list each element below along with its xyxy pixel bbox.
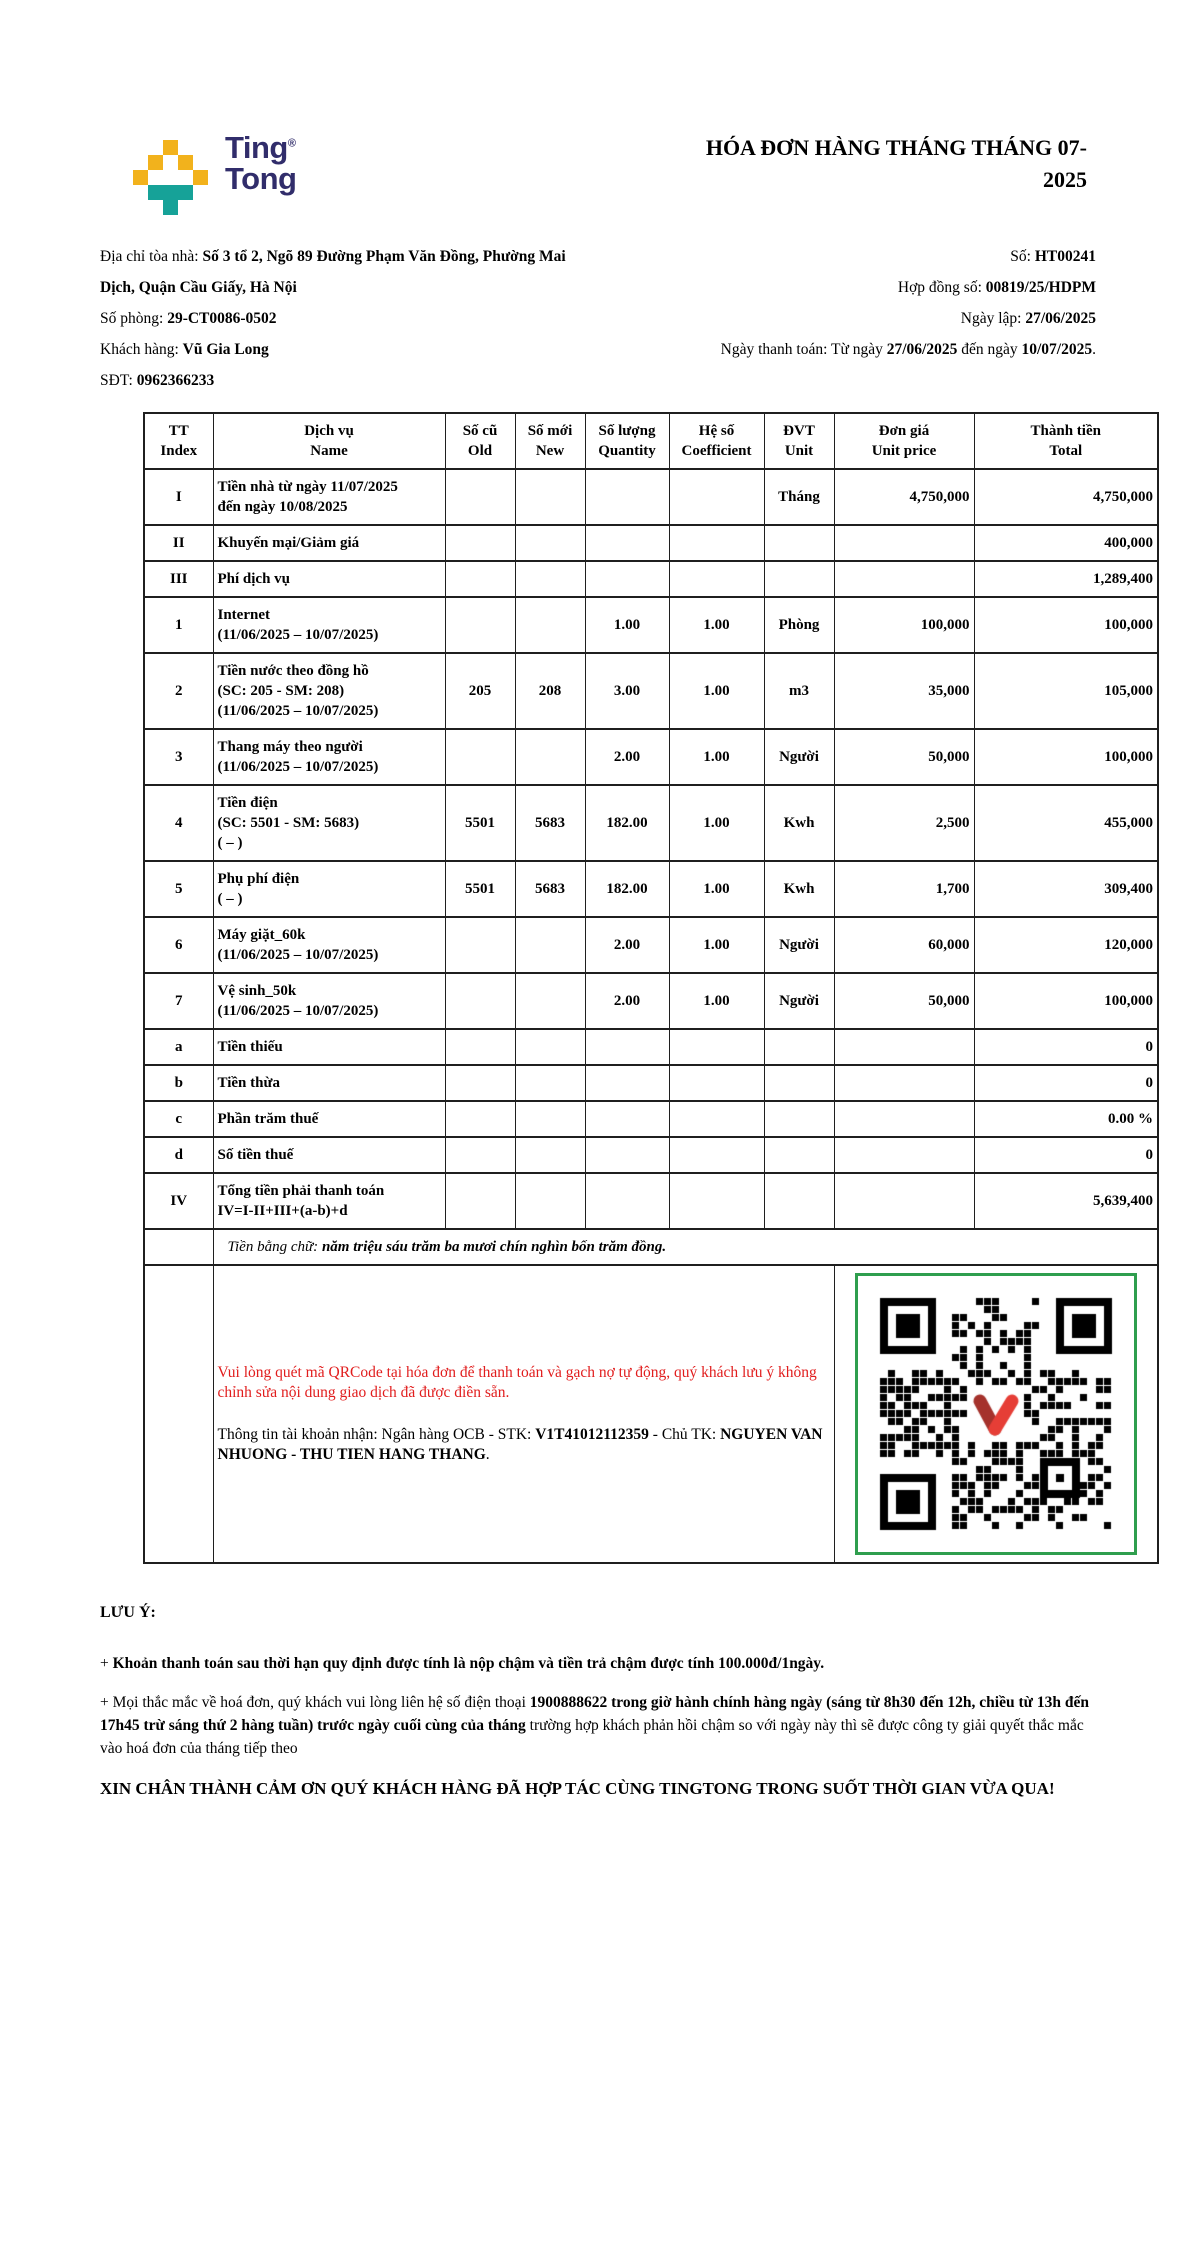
cell-old	[445, 729, 515, 785]
cell-name: Tiền nước theo đồng hồ (SC: 205 - SM: 208) (11/06/2025 – 10/07/2025)	[213, 653, 445, 729]
table-row	[144, 469, 1158, 525]
cell-old	[445, 973, 515, 1029]
cell-qty: 182.00	[585, 861, 669, 917]
col-header-quantity: Số lượng Quantity	[585, 413, 669, 469]
cell-qty: 2.00	[585, 973, 669, 1029]
col-header-new: Số mới New	[515, 413, 585, 469]
hotline-note	[100, 1691, 1100, 1760]
cell-price	[834, 1065, 974, 1101]
issue-date	[570, 303, 1096, 334]
cell-total: 5,639,400	[974, 1173, 1158, 1229]
cell-unit	[764, 1065, 834, 1101]
table-row	[144, 729, 1158, 785]
cell-unit	[764, 1173, 834, 1229]
text-segment: Khách hàng:	[100, 341, 183, 358]
cell-name: Tiền thừa	[213, 1065, 445, 1101]
cell-coef: 1.00	[669, 653, 764, 729]
cell-new	[515, 1029, 585, 1065]
cell-total: 1,289,400	[974, 561, 1158, 597]
cell-tt: c	[144, 1101, 213, 1137]
cell-tt: IV	[144, 1173, 213, 1229]
col-header-old: Số cũ Old	[445, 413, 515, 469]
table-row	[144, 917, 1158, 973]
tingtong-logo	[133, 132, 296, 215]
cell-name: Phí dịch vụ	[213, 561, 445, 597]
cell-total: 455,000	[974, 785, 1158, 861]
cell-name: Thang máy theo người (11/06/2025 – 10/07/2025)	[213, 729, 445, 785]
page-header	[0, 0, 1200, 215]
text-segment: - Chủ TK:	[648, 1426, 721, 1443]
cell-unit: Người	[764, 729, 834, 785]
cell-tt: II	[144, 525, 213, 561]
cell-new	[515, 917, 585, 973]
cell-unit: Phòng	[764, 597, 834, 653]
table-row	[144, 597, 1158, 653]
col-header-total: Thành tiền Total	[974, 413, 1158, 469]
cell-qty: 2.00	[585, 729, 669, 785]
customer-name	[100, 334, 570, 365]
cell-new	[515, 525, 585, 561]
cell-unit: Người	[764, 973, 834, 1029]
cell-tt: 7	[144, 973, 213, 1029]
text-segment: 0962366233	[136, 372, 215, 389]
qr-code-frame	[855, 1273, 1137, 1555]
cell-unit: m3	[764, 653, 834, 729]
cell-new	[515, 469, 585, 525]
notes-heading: LƯU Ý:	[100, 1604, 156, 1621]
cell-coef	[669, 469, 764, 525]
cell-new	[515, 597, 585, 653]
table-header-row	[144, 413, 1158, 469]
table-row	[144, 1029, 1158, 1065]
amount-in-words-row	[144, 1229, 1158, 1265]
cell-unit: Người	[764, 917, 834, 973]
cell-price: 4,750,000	[834, 469, 974, 525]
cell-qty	[585, 469, 669, 525]
cell-name: Vệ sinh_50k (11/06/2025 – 10/07/2025)	[213, 973, 445, 1029]
cell-empty	[144, 1229, 213, 1265]
cell-tt: I	[144, 469, 213, 525]
qr-instructions	[213, 1265, 834, 1563]
table-row	[144, 861, 1158, 917]
cell-price: 2,500	[834, 785, 974, 861]
cell-price: 50,000	[834, 973, 974, 1029]
amount-in-words	[213, 1229, 1158, 1265]
table-row	[144, 561, 1158, 597]
cell-new	[515, 1137, 585, 1173]
cell-new: 5683	[515, 785, 585, 861]
cell-coef: 1.00	[669, 917, 764, 973]
text-segment: +	[100, 1655, 113, 1672]
table-row	[144, 973, 1158, 1029]
cell-unit	[764, 561, 834, 597]
invoice-info-right	[570, 241, 1096, 396]
cell-total: 0	[974, 1029, 1158, 1065]
cell-coef	[669, 525, 764, 561]
cell-name: Khuyến mại/Giảm giá	[213, 525, 445, 561]
table-row	[144, 525, 1158, 561]
late-payment-note	[100, 1652, 1100, 1675]
cell-qty	[585, 561, 669, 597]
cell-coef: 1.00	[669, 973, 764, 1029]
cell-total: 105,000	[974, 653, 1158, 729]
cell-price: 60,000	[834, 917, 974, 973]
cell-unit	[764, 1029, 834, 1065]
cell-new	[515, 561, 585, 597]
text-segment: V1T41012112359	[535, 1426, 649, 1443]
cell-total: 100,000	[974, 597, 1158, 653]
table-row	[144, 1101, 1158, 1137]
cell-coef: 1.00	[669, 597, 764, 653]
text-segment: 27/06/2025	[1025, 310, 1096, 327]
cell-total: 100,000	[974, 729, 1158, 785]
text-segment: đến ngày	[957, 341, 1022, 358]
cell-total: 120,000	[974, 917, 1158, 973]
col-header-unit: ĐVT Unit	[764, 413, 834, 469]
payment-period	[570, 334, 1096, 365]
cell-price	[834, 561, 974, 597]
customer-phone	[100, 365, 570, 396]
qr-row	[144, 1265, 1158, 1563]
cell-tt: 2	[144, 653, 213, 729]
text-segment: NGUYEN VAN NHUONG - THU TIEN HANG THANG	[217, 1426, 823, 1463]
text-segment: Hợp đồng số:	[897, 279, 986, 296]
cell-new: 208	[515, 653, 585, 729]
text-segment: Khoản thanh toán sau thời hạn quy định được tính là nộp chậm và tiền trả chậm được tính 100.000đ/1ngày.	[112, 1655, 825, 1672]
building-address	[100, 241, 570, 303]
cell-unit: Kwh	[764, 861, 834, 917]
cell-unit: Kwh	[764, 785, 834, 861]
cell-tt: 6	[144, 917, 213, 973]
table-row	[144, 785, 1158, 861]
cell-new	[515, 973, 585, 1029]
cell-tt: b	[144, 1065, 213, 1101]
table-row	[144, 1137, 1158, 1173]
text-segment: Ngày thanh toán: Từ ngày	[720, 341, 887, 358]
cell-qty	[585, 525, 669, 561]
cell-qty: 1.00	[585, 597, 669, 653]
cell-new	[515, 1101, 585, 1137]
cell-old	[445, 1065, 515, 1101]
cell-total: 4,750,000	[974, 469, 1158, 525]
thank-you-message: XIN CHÂN THÀNH CẢM ƠN QUÝ KHÁCH HÀNG ĐÃ HỢP TÁC CÙNG TINGTONG TRONG SUỐT THỜI GIAN VỪA QUA!	[100, 1779, 1055, 1798]
cell-old	[445, 917, 515, 973]
qr-warning-text: Vui lòng quét mã QRCode tại hóa đơn để thanh toán và gạch nợ tự động, quý khách lưu ý không chỉnh sửa nội dung giao dịch đã được điền sẵn.	[217, 1364, 817, 1401]
cell-coef: 1.00	[669, 861, 764, 917]
cell-name: Số tiền thuế	[213, 1137, 445, 1173]
bank-account-info	[218, 1425, 830, 1465]
text-segment: 1900888622 trong giờ hành chính hàng ngày (sáng từ 8h30 đến 12h, chiều từ 13h đến 17h45 trừ sáng thứ 2 hàng tuần)	[100, 1694, 1089, 1734]
cell-unit	[764, 1101, 834, 1137]
cell-name: Phần trăm thuế	[213, 1101, 445, 1137]
cell-qty	[585, 1029, 669, 1065]
cell-unit	[764, 1137, 834, 1173]
text-segment: Số:	[1010, 248, 1035, 265]
invoice-table	[143, 412, 1159, 1564]
cell-coef	[669, 1065, 764, 1101]
text-segment: Thông tin tài khoản nhận: Ngân hàng OCB - STK:	[217, 1426, 536, 1443]
cell-price	[834, 1173, 974, 1229]
cell-old	[445, 1101, 515, 1137]
text-segment: Ngày lập:	[960, 310, 1026, 327]
text-segment: Số 3 tổ 2, Ngõ 89 Đường Phạm Văn Đồng, Phường Mai Dịch, Quận Cầu Giấy, Hà Nội	[100, 248, 566, 296]
cell-price: 35,000	[834, 653, 974, 729]
cell-tt: 4	[144, 785, 213, 861]
cell-price	[834, 1101, 974, 1137]
cell-tt: a	[144, 1029, 213, 1065]
cell-tt: 1	[144, 597, 213, 653]
text-segment: .	[1092, 341, 1096, 358]
qr-code-cell	[834, 1265, 1158, 1563]
cell-name: Internet (11/06/2025 – 10/07/2025)	[213, 597, 445, 653]
cell-unit	[764, 525, 834, 561]
text-segment: trường hợp khách phản hồi chậm so với ngày này thì sẽ được công ty giải quyết thắc mắc vào hoá đơn của tháng tiếp theo	[100, 1717, 1084, 1757]
cell-coef	[669, 1101, 764, 1137]
cell-old: 205	[445, 653, 515, 729]
cell-coef	[669, 1029, 764, 1065]
qr-code	[866, 1284, 1126, 1544]
cell-name: Tổng tiền phải thanh toán IV=I-II+III+(a-b)+d	[213, 1173, 445, 1229]
cell-coef	[669, 1137, 764, 1173]
cell-price	[834, 525, 974, 561]
cell-new	[515, 1173, 585, 1229]
cell-tt: d	[144, 1137, 213, 1173]
tingtong-logo-icon	[133, 140, 208, 215]
cell-coef: 1.00	[669, 785, 764, 861]
cell-name: Tiền nhà từ ngày 11/07/2025 đến ngày 10/08/2025	[213, 469, 445, 525]
text-segment: Địa chỉ tòa nhà:	[100, 248, 203, 265]
cell-old: 5501	[445, 785, 515, 861]
table-row	[144, 653, 1158, 729]
invoice-info-left	[100, 241, 570, 396]
cell-total: 400,000	[974, 525, 1158, 561]
cell-old	[445, 1029, 515, 1065]
invoice-info	[0, 215, 1200, 396]
cell-qty: 2.00	[585, 917, 669, 973]
invoice-title: HÓA ĐƠN HÀNG THÁNG THÁNG 07- 2025	[705, 135, 1087, 192]
cell-total: 0	[974, 1137, 1158, 1173]
col-header-index: TT Index	[144, 413, 213, 469]
cell-qty: 182.00	[585, 785, 669, 861]
text-segment: năm triệu sáu trăm ba mươi chín nghìn bốn trăm đồng.	[321, 1239, 667, 1255]
cell-price: 1,700	[834, 861, 974, 917]
cell-qty: 3.00	[585, 653, 669, 729]
cell-total: 0	[974, 1065, 1158, 1101]
text-segment: 00819/25/HDPM	[985, 279, 1096, 296]
cell-tt: 3	[144, 729, 213, 785]
text-segment: HT00241	[1034, 248, 1096, 265]
text-segment: 29-CT0086-0502	[167, 310, 277, 327]
cell-unit: Tháng	[764, 469, 834, 525]
cell-old	[445, 469, 515, 525]
cell-total: 309,400	[974, 861, 1158, 917]
tingtong-logo-text: Ting® Tong	[225, 130, 297, 196]
table-row	[144, 1173, 1158, 1229]
cell-new: 5683	[515, 861, 585, 917]
cell-qty	[585, 1137, 669, 1173]
cell-qty	[585, 1101, 669, 1137]
cell-name: Tiền điện (SC: 5501 - SM: 5683) ( – )	[213, 785, 445, 861]
cell-old: 5501	[445, 861, 515, 917]
text-segment: Vũ Gia Long	[182, 341, 269, 358]
cell-tt: 5	[144, 861, 213, 917]
text-segment: + Mọi thắc mắc về hoá đơn, quý khách vui lòng liên hệ số điện thoại	[100, 1694, 530, 1711]
cell-name: Máy giặt_60k (11/06/2025 – 10/07/2025)	[213, 917, 445, 973]
text-segment: Tiền bằng chữ:	[227, 1239, 322, 1255]
contract-number	[570, 272, 1096, 303]
cell-name: Tiền thiếu	[213, 1029, 445, 1065]
col-header-unit-price: Đơn giá Unit price	[834, 413, 974, 469]
text-segment: trước ngày cuối cùng của tháng	[317, 1717, 526, 1734]
cell-new	[515, 1065, 585, 1101]
text-segment: .	[485, 1446, 490, 1463]
cell-qty	[585, 1065, 669, 1101]
cell-coef	[669, 1173, 764, 1229]
cell-old	[445, 597, 515, 653]
cell-old	[445, 525, 515, 561]
cell-price	[834, 1029, 974, 1065]
cell-old	[445, 561, 515, 597]
cell-price: 50,000	[834, 729, 974, 785]
room-number	[100, 303, 570, 334]
cell-name: Phụ phí điện ( – )	[213, 861, 445, 917]
cell-empty	[144, 1265, 213, 1563]
text-segment: 10/07/2025	[1021, 341, 1093, 358]
cell-old	[445, 1173, 515, 1229]
cell-coef	[669, 561, 764, 597]
col-header-coefficient: Hệ số Coefficient	[669, 413, 764, 469]
col-header-name: Dịch vụ Name	[213, 413, 445, 469]
text-segment: SĐT:	[100, 372, 137, 389]
text-segment: 27/06/2025	[886, 341, 958, 358]
registered-mark: ®	[287, 137, 296, 150]
invoice-number	[570, 241, 1096, 272]
cell-old	[445, 1137, 515, 1173]
cell-total: 100,000	[974, 973, 1158, 1029]
invoice-footer	[0, 1564, 1200, 1802]
cell-price	[834, 1137, 974, 1173]
cell-coef: 1.00	[669, 729, 764, 785]
cell-qty	[585, 1173, 669, 1229]
cell-price: 100,000	[834, 597, 974, 653]
cell-total: 0.00 %	[974, 1101, 1158, 1137]
text-segment: Số phòng:	[100, 310, 168, 327]
cell-tt: III	[144, 561, 213, 597]
table-row	[144, 1065, 1158, 1101]
cell-new	[515, 729, 585, 785]
